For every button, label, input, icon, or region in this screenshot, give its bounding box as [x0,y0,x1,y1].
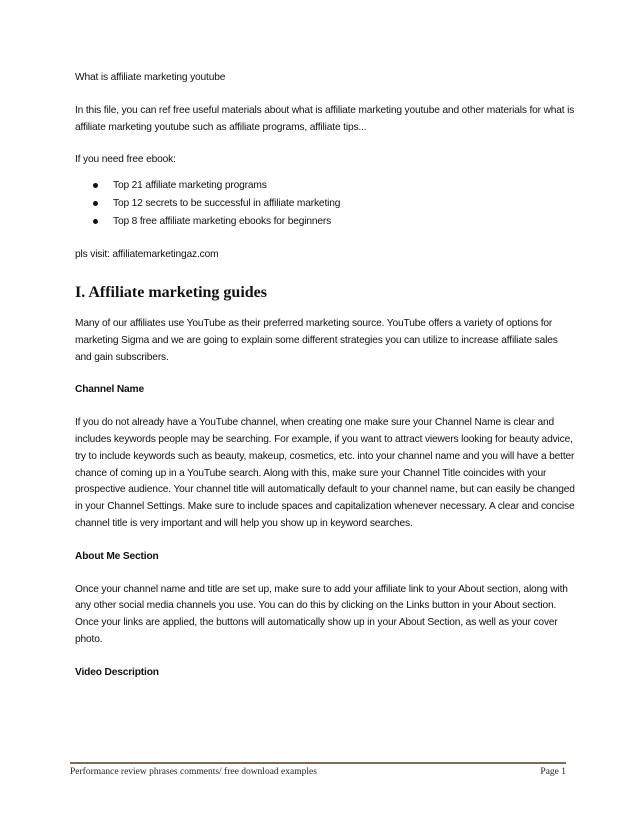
bullet-icon [93,183,98,188]
channel-name-paragraph: If you do not already have a YouTube channel, when creating one make sure your Channel Name is clear and includes keywords people may be searching. For example, if you want to attract viewers looking for beauty advice, try to include keywords such as beauty, makeup, cosmetics, etc. into your channel name and you will have a better chance of coming up in a YouTube search. Along with this, make sure your Channel Title coincides with your prospective audience. Your channel title will automatically default to your channel name, but can easily be changed in your Channel Settings. Make sure to include spaces and capitalization whenever necessary. A clear and concise channel title is very important and will help you show up in keyword searches. [75,417,575,529]
about-paragraph-1: Once your channel name and title are set up, make sure to add your affiliate link to your About section, along with any other social media channels you use. You can do this by clicking on the Links button in your About section. [75,583,568,612]
about-paragraph-2: Once your links are applied, the buttons will automatically show up in your About Section, as well as your cover photo. [75,617,558,645]
visit-line: pls visit: affiliatemarketingaz.com [75,249,219,261]
list-item-text: Top 8 free affiliate marketing ebooks for beginners [113,216,332,228]
section-heading: I. Affiliate marketing guides [75,283,267,301]
title-line: What is affiliate marketing youtube [75,72,226,83]
page-content [75,70,575,682]
intro-paragraph: In this file, you can ref free useful materials about what is affiliate marketing youtube and other materials for what is affiliate marketing youtube such as affiliate programs, affiliate tips... [75,104,575,133]
video-description-heading: Video Description [75,666,159,678]
list-item [93,213,575,231]
list-item [93,177,575,195]
bullet-icon [93,201,98,206]
list-item-text: Top 21 affiliate marketing programs [113,180,267,192]
list-item [93,195,575,213]
footer-title: Performance review phrases comments/ free download examples [70,767,317,777]
ebook-list [75,177,575,231]
about-heading: About Me Section [75,550,159,562]
bullet-icon [93,219,98,224]
list-item-text: Top 12 secrets to be successful in affiliate marketing [113,198,341,210]
channel-name-heading: Channel Name [75,384,144,396]
page-number: Page 1 [540,767,566,777]
section-intro: Many of our affiliates use YouTube as their preferred marketing source. YouTube offers a variety of options for marketing Sigma and we are going to explain some different strategies you can utilize to increase affiliate sales and gain subscribers. [75,317,558,363]
ebook-prompt: If you need free ebook: [75,154,176,166]
footer-divider [70,762,566,764]
